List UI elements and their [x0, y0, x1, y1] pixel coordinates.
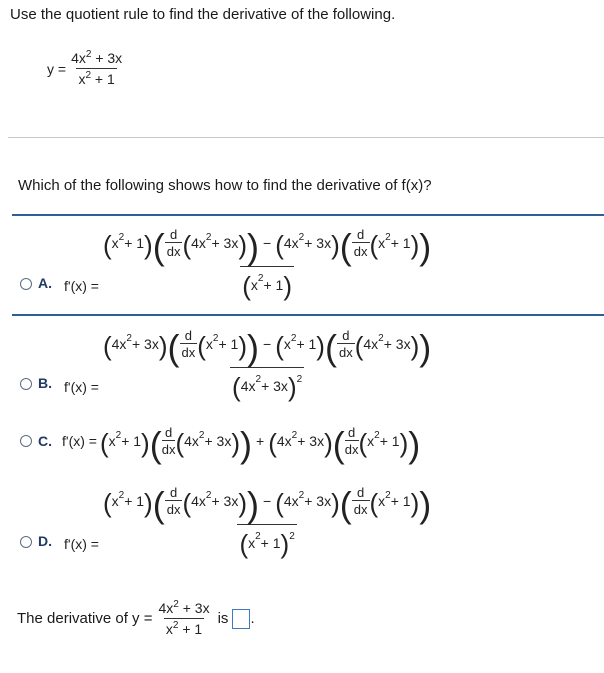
option-d-radio[interactable] — [20, 536, 32, 548]
option-c-letter: C. — [38, 433, 52, 449]
question-text: Which of the following shows how to find the derivative of f(x)? — [18, 177, 432, 194]
final-period: . — [250, 610, 255, 627]
given-function — [47, 50, 124, 87]
final-prefix: The derivative of y = — [17, 610, 153, 627]
option-c[interactable] — [20, 420, 421, 465]
option-a-letter: A. — [38, 275, 52, 291]
given-fraction: $\frac{4x^2 + 3x}{x^2 + 1}$ — [71, 49, 123, 87]
option-c-expression: f'(x) = ( x 2 + 1 ) ( d dx ( 4x 2 + 3x ) ) + ( 4x 2 + 3x ) ( d dx ( x 2 + 1 ) ) — [62, 424, 421, 465]
option-d-lhs: f'(x) = — [64, 536, 99, 552]
option-a[interactable] — [20, 222, 433, 300]
answer-input[interactable] — [232, 609, 250, 629]
option-b-letter: B. — [38, 375, 52, 391]
given-lhs: y = — [47, 60, 67, 77]
final-fraction: $\frac{4x^2 + 3x}{x^2 + 1}$ — [158, 599, 210, 637]
option-b-radio[interactable] — [20, 378, 32, 390]
final-is: is — [217, 610, 229, 627]
option-d-letter: D. — [38, 533, 52, 549]
option-a-lhs: f'(x) = — [64, 278, 99, 294]
option-b-lhs: f'(x) = — [64, 379, 99, 395]
option-a-radio[interactable] — [20, 278, 32, 290]
final-answer-row — [17, 600, 255, 637]
option-b-expression: ( 4x 2 + 3x ) ( d dx ( x 2 + 1 ) ) − ( x 2 + 1 ) ( d dx ( 4x 2 + 3x ) ) ( 4x 2 + 3x ) 2 — [102, 327, 432, 402]
instruction-text: Use the quotient rule to find the derivative of the following. — [10, 6, 396, 23]
option-c-radio[interactable] — [20, 435, 32, 447]
section-divider — [8, 137, 604, 138]
option-d-expression: ( x 2 + 1 ) ( d dx ( 4x 2 + 3x ) ) − ( 4x 2 + 3x ) ( d dx ( x 2 + 1 ) ) ( x 2 + 1 ) 2 — [102, 484, 432, 559]
option-a-expression: ( x 2 + 1 ) ( d dx ( 4x 2 + 3x ) ) − ( 4x 2 + 3x ) ( d dx ( x 2 + 1 ) ) ( x 2 + 1 ) — [102, 226, 432, 301]
option-d[interactable] — [20, 480, 433, 558]
option-b[interactable] — [20, 323, 433, 401]
